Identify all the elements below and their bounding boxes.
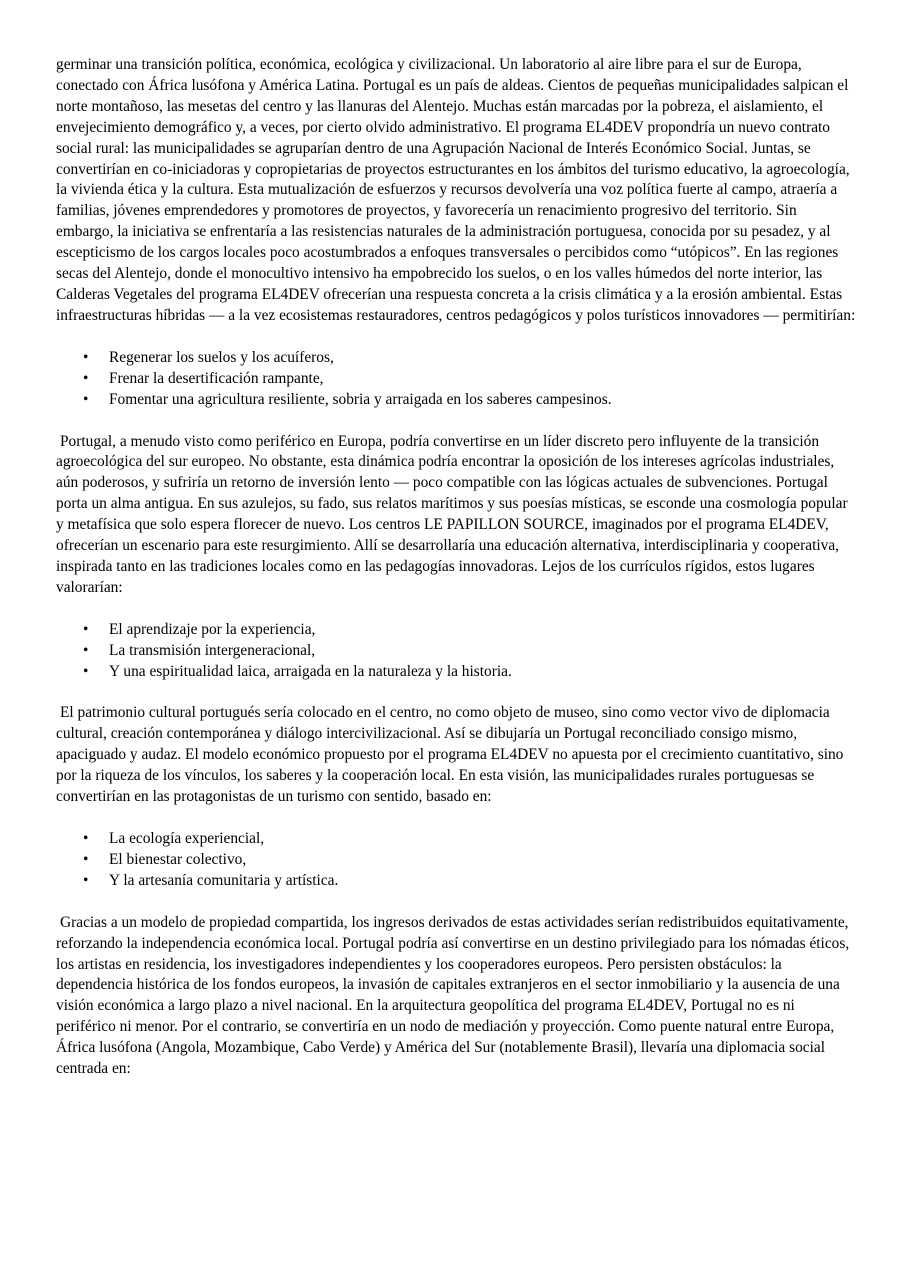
list-item-text: El bienestar colectivo, (109, 850, 247, 868)
list-item (56, 829, 856, 850)
list-item (56, 871, 856, 892)
document-page (56, 55, 856, 1080)
bullet-icon: • (83, 369, 89, 387)
bullet-icon: • (83, 641, 89, 659)
bullet-icon: • (83, 662, 89, 680)
list-item-text: Y una espiritualidad laica, arraigada en la naturaleza y la historia. (109, 662, 512, 680)
bullet-list-1 (56, 348, 856, 411)
list-item-text: El aprendizaje por la experiencia, (109, 620, 316, 638)
paragraph-3: El patrimonio cultural portugués sería colocado en el centro, no como objeto de museo, sino como vector vivo de diplomacia cultural, creación contemporánea y diálogo intercivilizacional. Así se dibujaría un Portugal reconciliado consigo mismo, apaciguado y audaz. El modelo económico propuesto por el programa EL4DEV no apuesta por el crecimiento cuantitativo, sino por la riqueza de los vínculos, los saberes y la cooperación local. En esta visión, las municipalidades rurales portuguesas se convertirían en las protagonistas de un turismo con sentido, basado en: (56, 704, 844, 806)
bullet-icon: • (83, 390, 89, 408)
list-item (56, 620, 856, 641)
paragraph-1: germinar una transición política, económica, ecológica y civilizacional. Un laboratorio al aire libre para el sur de Europa, conectado con África lusófona y América Latina. Portugal es un país de aldeas. Cientos de pequeñas municipalidades salpican el norte montañoso, las mesetas del centro y las llanuras del Alentejo. Muchas están marcadas por la pobreza, el aislamiento, el envejecimiento demográfico y, a veces, por cierto olvido administrativo. El programa EL4DEV propondría un nuevo contrato social rural: las municipalidades se agruparían dentro de una Agrupación Nacional de Interés Económico Social. Juntas, se convertirían en co-iniciadoras y copropietarias de proyectos estructurantes en los ámbitos del turismo educativo, la agroecología, la vivienda ética y la cultura. Esta mutualización de esfuerzos y recursos devolvería una voz política fuerte al campo, atraería a familias, jóvenes emprendedores y promotores de proyectos, y favorecería un renacimiento progresivo del territorio. Sin embargo, la iniciativa se enfrentaría a las resistencias naturales de la administración portuguesa, conocida por su pesadez, y al escepticismo de los cargos locales poco acostumbrados a enfoques transversales o percibidos como “utópicos”. En las regiones secas del Alentejo, donde el monocultivo intensivo ha empobrecido los suelos, o en los valles húmedos del norte interior, las Calderas Vegetales del programa EL4DEV ofrecerían una respuesta concreta a la crisis climática y a la erosión ambiental. Estas infraestructuras híbridas — a la vez ecosistemas restauradores, centros pedagógicos y polos turísticos innovadores — permitirían: (56, 56, 856, 324)
bullet-icon: • (83, 348, 89, 366)
list-item-text: La ecología experiencial, (109, 830, 265, 847)
list-item-text: Frenar la desertificación rampante, (109, 369, 324, 387)
list-item-text: Fomentar una agricultura resiliente, sobria y arraigada en los saberes campesinos. (109, 390, 612, 408)
paragraph-4: Gracias a un modelo de propiedad compartida, los ingresos derivados de estas actividades serían redistribuidos equitativamente, reforzando la independencia económica local. Portugal podría así convertirse en un destino privilegiado para los nómadas éticos, los artistas en residencia, los investigadores independientes y los cooperadores europeos. Pero persisten obstáculos: la dependencia histórica de los fondos europeos, la invasión de capitales extranjeros en el sector inmobiliario y la ausencia de una visión económica a largo plazo a nivel nacional. En la arquitectura geopolítica del programa EL4DEV, Portugal no es ni periférico ni menor. Por el contrario, se convertiría en un nodo de mediación y proyección. Como puente natural entre Europa, África lusófona (Angola, Mozambique, Cabo Verde) y América del Sur (notablemente Brasil), llevaría una diplomacia social centrada en: (56, 913, 850, 1078)
list-item (56, 641, 856, 662)
bullet-list-3 (56, 829, 856, 892)
paragraph-2: Portugal, a menudo visto como periférico en Europa, podría convertirse en un líder discreto pero influyente de la transición agroecológica del sur europeo. No obstante, esta dinámica podría encontrar la oposición de los intereses agrícolas industriales, aún poderosos, y sufriría un retorno de inversión lento — poco compatible con las lógicas actuales de subvenciones. Portugal porta un alma antigua. En sus azulejos, su fado, sus relatos marítimos y sus poesías místicas, se esconde una cosmología popular y metafísica que solo espera florecer de nuevo. Los centros LE PAPILLON SOURCE, imaginados por el programa EL4DEV, ofrecerían un escenario para este resurgimiento. Allí se desarrollaría una educación alternativa, interdisciplinaria y cooperativa, inspirada tanto en las tradiciones locales como en las pedagogías innovadoras. Lejos de los currículos rígidos, estos lugares valorarían: (56, 432, 848, 596)
list-item (56, 662, 856, 683)
list-item-text: Regenerar los suelos y los acuíferos, (109, 348, 334, 366)
bullet-icon: • (83, 620, 89, 638)
list-item-text: La transmisión intergeneracional, (109, 641, 316, 659)
list-item (56, 850, 856, 871)
list-item (56, 348, 856, 369)
list-item (56, 390, 856, 411)
list-item-text: Y la artesanía comunitaria y artística. (109, 871, 339, 889)
bullet-list-2 (56, 620, 856, 683)
bullet-icon: • (83, 871, 89, 889)
bullet-icon: • (83, 830, 89, 847)
list-item (56, 369, 856, 390)
bullet-icon: • (83, 850, 89, 868)
